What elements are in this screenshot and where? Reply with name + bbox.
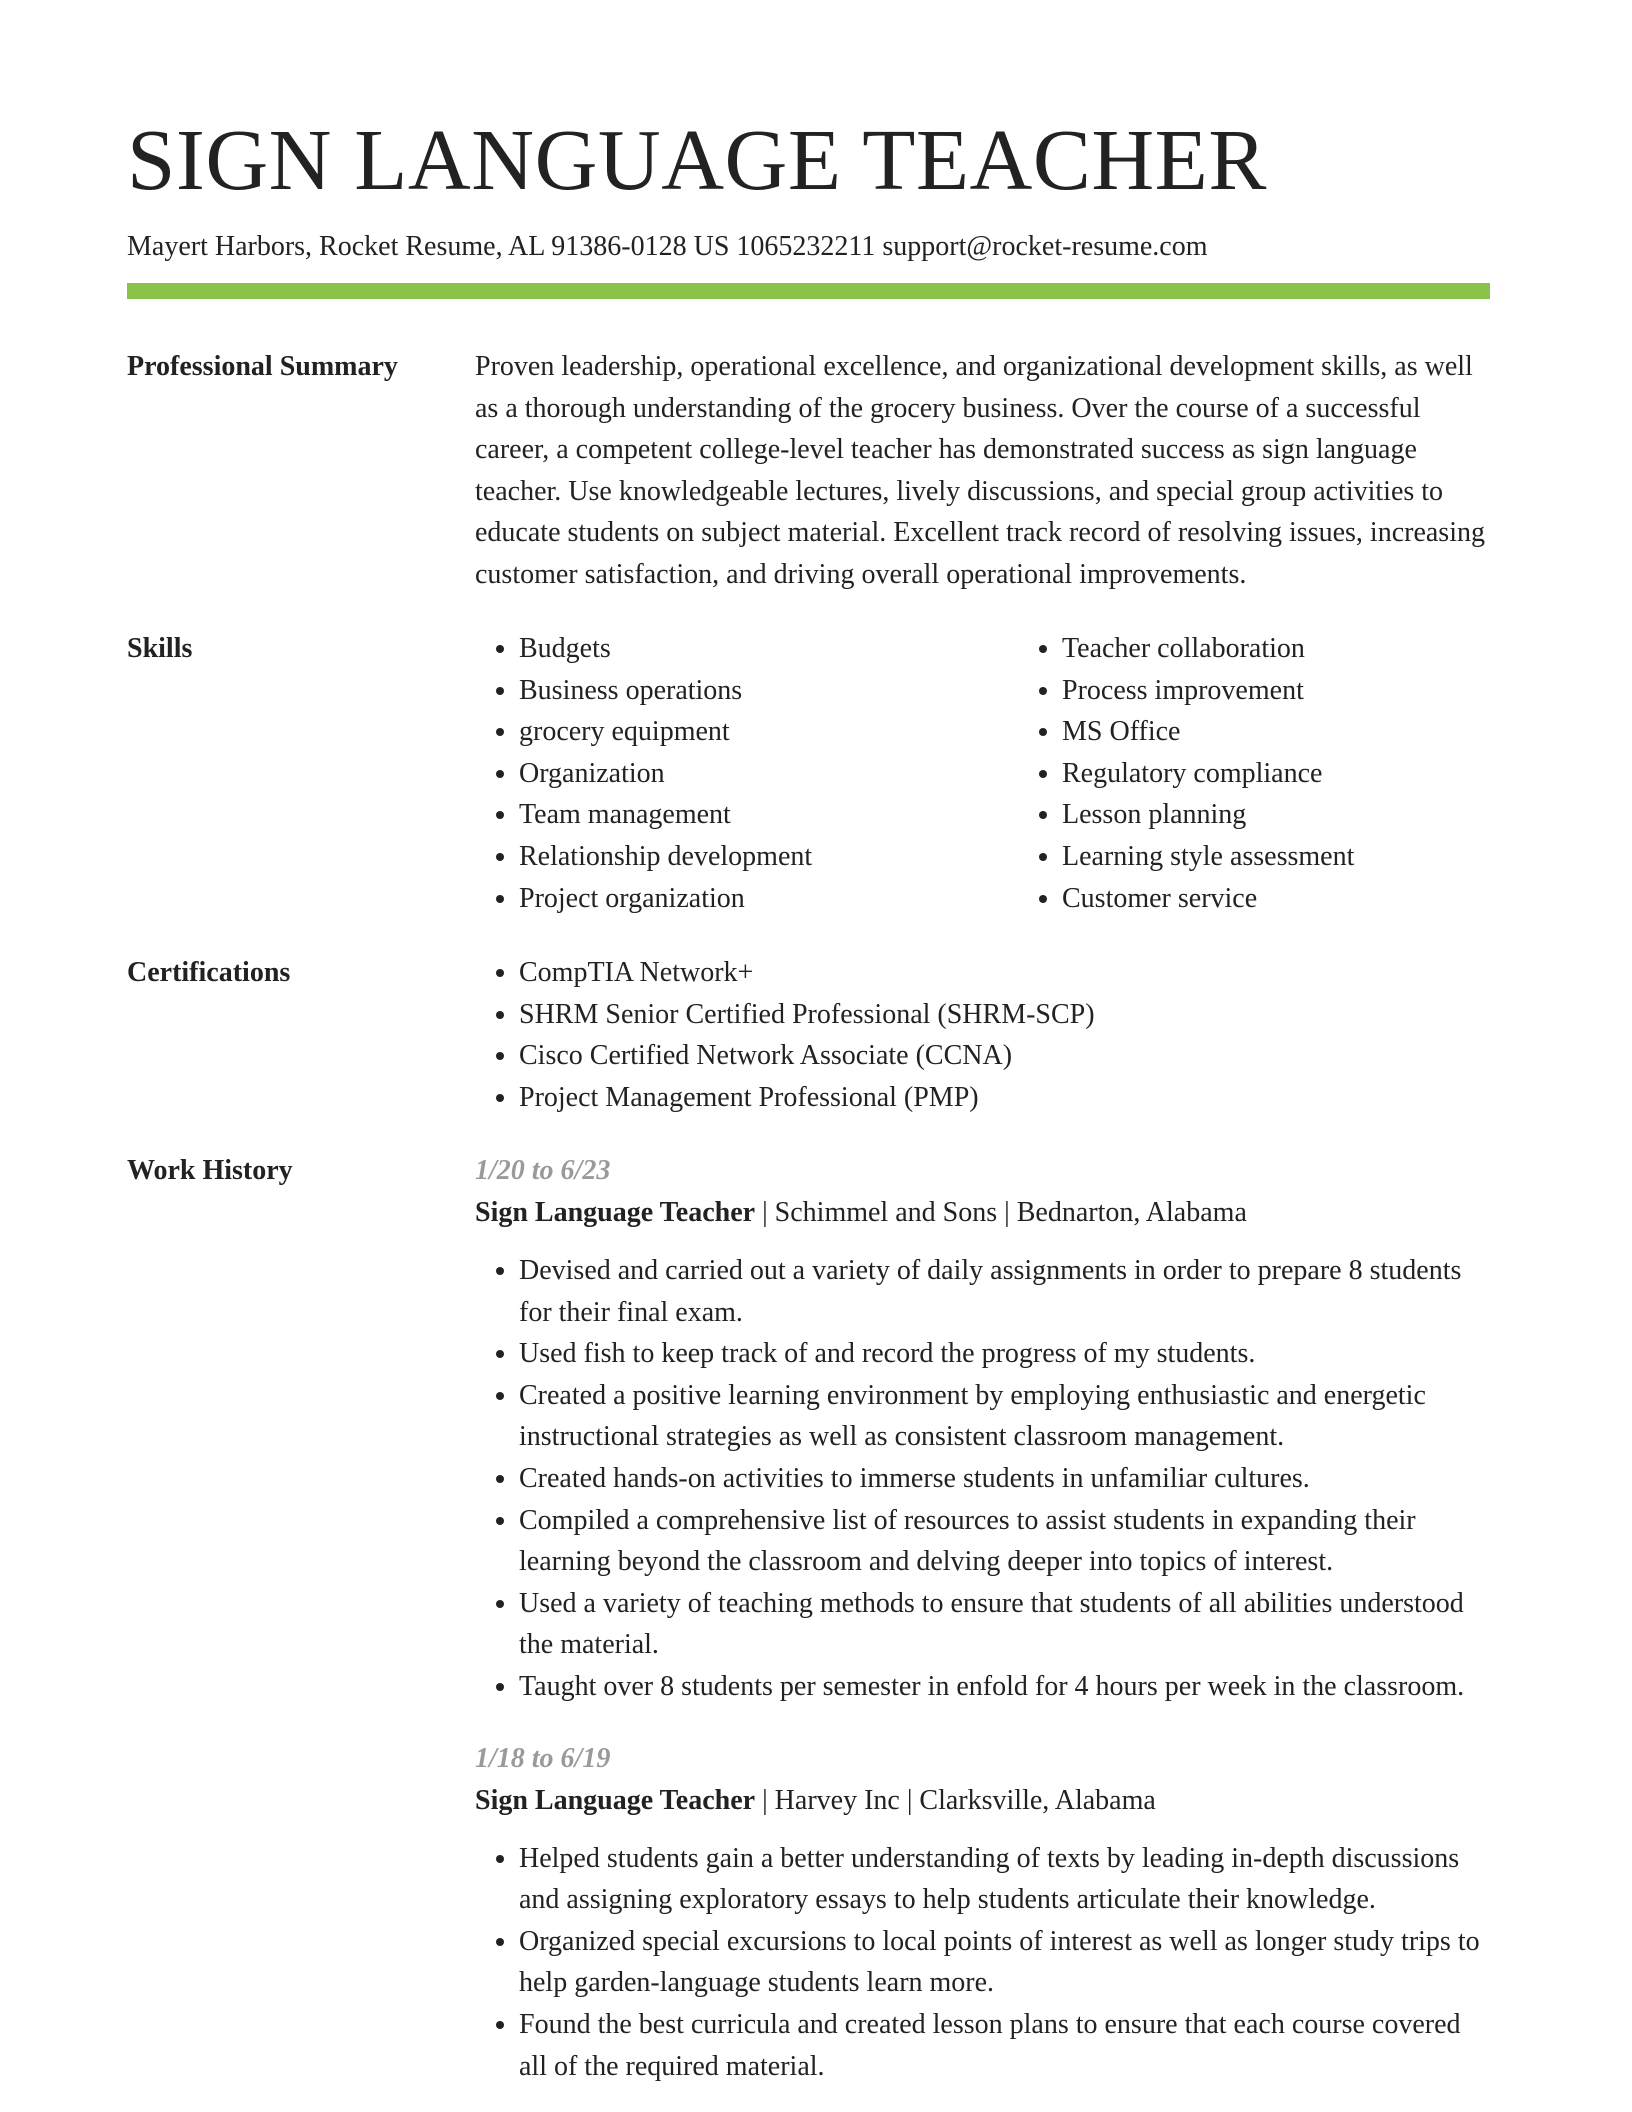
skills-list-left: [475, 628, 974, 919]
job-entry: [475, 1150, 1490, 1708]
job-heading: [475, 1780, 1490, 1822]
job-duty: • Compiled a comprehensive list of resources to assist students in expanding their learning beyond the classroom and delving deeper into topics of interest.: [519, 1500, 1490, 1583]
skill-item: • Budgets: [519, 628, 974, 670]
skills-body: [475, 628, 1490, 919]
job-dates: 1/18 to 6/19: [475, 1742, 611, 1774]
skill-item: • grocery equipment: [519, 711, 974, 753]
summary-title: Professional Summary: [127, 351, 398, 382]
job-duty: • Helped students gain a better understanding of texts by leading in-depth discussions and assigning exploratory essays to help students articulate their knowledge.: [519, 1838, 1490, 1921]
skill-item: • Relationship development: [519, 836, 974, 878]
job-duty: • Found the best curricula and created lesson plans to ensure that each course covered all of the required material.: [519, 2004, 1490, 2087]
certifications-list: [475, 952, 1490, 1118]
job-heading: [475, 1192, 1490, 1234]
skill-item: • Teacher collaboration: [1062, 628, 1532, 670]
certification-item: • SHRM Senior Certified Professional (SHRM-SCP): [519, 994, 1490, 1036]
resume-name: SIGN LANGUAGE TEACHER: [127, 111, 1267, 208]
skill-item: • Lesson planning: [1062, 794, 1532, 836]
job-dates: 1/20 to 6/23: [475, 1155, 611, 1186]
work-title: Work History: [127, 1155, 293, 1186]
job-duty: • Taught over 8 students per semester in enfold for 4 hours per week in the classroom.: [519, 1666, 1490, 1708]
job-duty: • Used a variety of teaching methods to ensure that students of all abilities understood the material.: [519, 1583, 1490, 1666]
certification-item: • CompTIA Network+: [519, 952, 1490, 994]
contact-line: Mayert Harbors, Rocket Resume, AL 91386-0128 US 1065232211 support@rocket-resume.com: [127, 231, 1208, 262]
skill-item: • Customer service: [1062, 878, 1532, 920]
skill-item: • MS Office: [1062, 711, 1532, 753]
job-title: Sign Language Teacher: [475, 1784, 756, 1816]
skill-item: • Regulatory compliance: [1062, 753, 1532, 795]
job-details: | Harvey Inc | Clarksville, Alabama: [755, 1784, 1156, 1816]
job-duty: • Organized special excursions to local points of interest as well as longer study trips to help garden-language students learn more.: [519, 1921, 1490, 2004]
work-body: [475, 1150, 1490, 2087]
skill-item: • Business operations: [519, 670, 974, 712]
job-duty: • Created hands-on activities to immerse students in unfamiliar cultures.: [519, 1458, 1490, 1500]
skill-item: • Team management: [519, 794, 974, 836]
job-duty: • Created a positive learning environment by employing enthusiastic and energetic instructional strategies as well as consistent classroom management.: [519, 1375, 1490, 1458]
skill-item: • Project organization: [519, 878, 974, 920]
skill-item: • Process improvement: [1062, 670, 1532, 712]
header-divider: [127, 283, 1490, 299]
certifications-title: Certifications: [127, 957, 291, 988]
job-duties-list: [475, 1838, 1490, 2088]
job-duties-list: [475, 1250, 1490, 1708]
certification-item: • Cisco Certified Network Associate (CCNA): [519, 1035, 1490, 1077]
skill-item: • Learning style assessment: [1062, 836, 1532, 878]
certification-item: • Project Management Professional (PMP): [519, 1077, 1490, 1119]
skills-title: Skills: [127, 633, 193, 664]
summary-text: Proven leadership, operational excellence, and organizational development skills, as well as a thorough understanding of the grocery business. Over the course of a successful career, a competent college-level teacher has demonstrated success as sign language teacher. Use knowledgeable lectures, lively discussions, and special group activities to educate students on subject material. Excellent track record of resolving issues, increasing customer satisfaction, and driving overall operational improvements.: [475, 351, 1485, 590]
summary-body: [475, 346, 1490, 596]
job-duty: • Devised and carried out a variety of daily assignments in order to prepare 8 students for their final exam.: [519, 1250, 1490, 1333]
job-title: Sign Language Teacher: [475, 1197, 756, 1228]
job-duty: • Used fish to keep track of and record the progress of my students.: [519, 1333, 1490, 1375]
job-details: | Schimmel and Sons | Bednarton, Alabama: [755, 1197, 1247, 1228]
skills-list-right: [1018, 628, 1532, 919]
job-entry: [475, 1738, 1490, 2088]
certifications-body: [475, 952, 1490, 1118]
skill-item: • Organization: [519, 753, 974, 795]
